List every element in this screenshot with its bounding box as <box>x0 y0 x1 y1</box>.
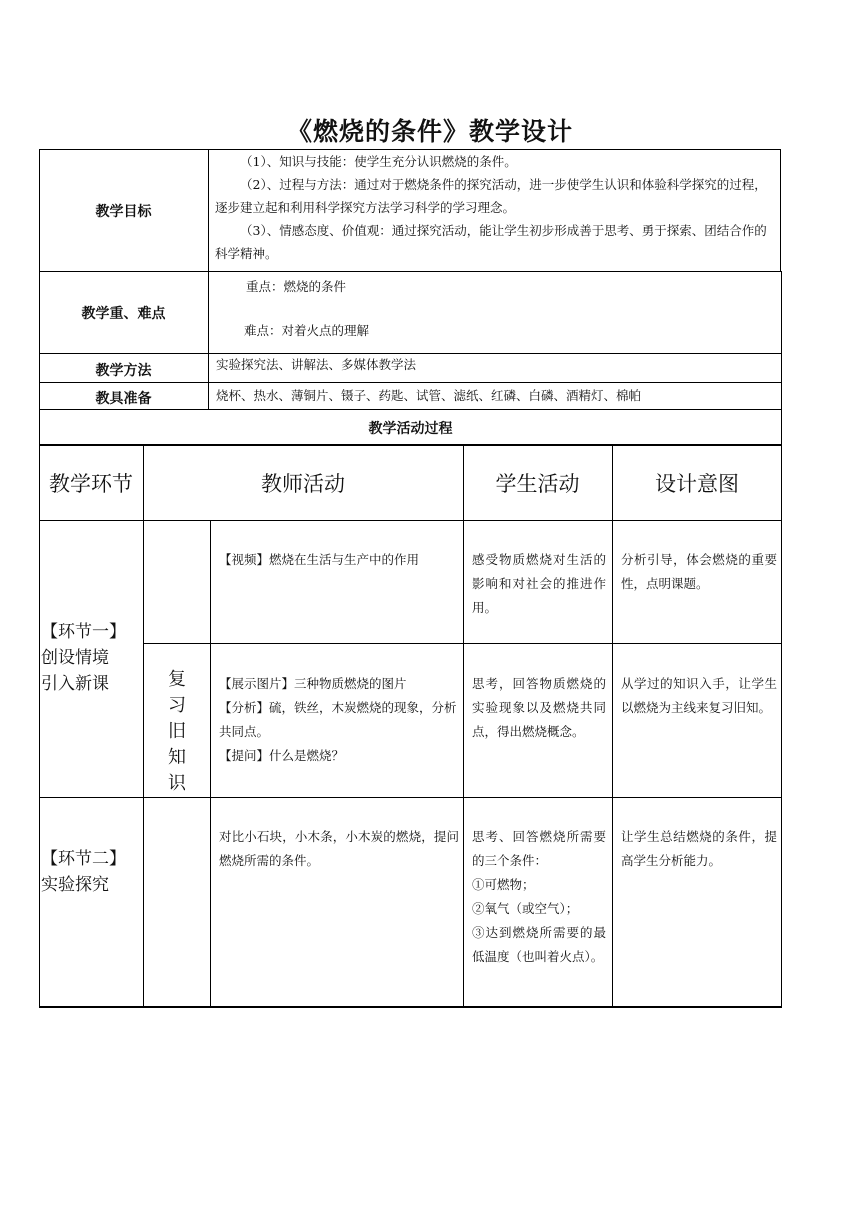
key-point: 重点：燃烧的条件 <box>246 279 347 294</box>
methods-value: 实验探究法、讲解法、多媒体教学法 <box>216 357 417 372</box>
objectives-label: 教学目标 <box>95 203 152 220</box>
objective-1: （1）、知识与技能：使学生充分认识燃烧的条件。 <box>240 154 517 169</box>
tools-label: 教具准备 <box>95 391 152 407</box>
objective-2: （2）、过程与方法：通过对于燃烧条件的探究活动，进一步使学生认识和体验科学探究的过程，逐步建立起和利用科学探究方法学习科学的学习理念。 <box>215 177 767 215</box>
difficulty-point: 难点：对着火点的理解 <box>244 323 370 338</box>
header-teacher: 教师活动 <box>261 472 345 496</box>
stage1-row2-sub: 复 习 旧 知 识 <box>168 669 186 794</box>
key-points-label: 教学重、难点 <box>81 305 166 322</box>
stage1-name <box>41 619 143 697</box>
stage2-student: 思考、回答燃烧所需要的三个条件： ①可燃物； ②氧气（或空气）； ③达到燃烧所需要的最低温度（也叫着火点）。 <box>472 829 606 964</box>
stage1-row1-teacher: 【视频】燃烧在生活与生产中的作用 <box>219 552 420 567</box>
header-intent: 设计意图 <box>655 472 739 496</box>
objective-3: （3）、情感态度、价值观：通过探究活动，能让学生初步形成善于思考、勇于探索、团结合作的科学精神。 <box>215 223 767 261</box>
stage2-teacher: 对比小石块，小木条，小木炭的燃烧，提问燃烧所需的条件。 <box>219 829 459 868</box>
stage2-name-line1: 【环节二】 <box>41 849 126 869</box>
tools-value: 烧杯、热水、薄铜片、镊子、药匙、试管、滤纸、红磷、白磷、酒精灯、棉帕 <box>216 388 642 403</box>
stage2-intent: 让学生总结燃烧的条件，提高学生分析能力。 <box>621 829 777 868</box>
methods-label: 教学方法 <box>95 363 152 379</box>
page-title: 《燃烧的条件》教学设计 <box>286 117 573 146</box>
stage1-row1-student: 感受物质燃烧对生活的影响和对社会的推进作用。 <box>472 552 606 615</box>
stage1-name-line2: 创设情境 <box>41 648 109 668</box>
header-student: 学生活动 <box>495 472 580 496</box>
header-stage: 教学环节 <box>49 472 133 496</box>
objectives-text <box>215 150 775 265</box>
stage2-name-line2: 实验探究 <box>41 875 109 895</box>
process-title: 教学活动过程 <box>368 421 453 437</box>
stage2-name <box>41 846 143 898</box>
stage1-name-line3: 引入新课 <box>41 674 109 694</box>
stage1-row2-student: 思考，回答物质燃烧的实验现象以及燃烧共同点，得出燃烧概念。 <box>472 676 606 739</box>
stage1-name-line1: 【环节一】 <box>41 622 126 642</box>
stage1-row1-intent: 分析引导，体会燃烧的重要性，点明课题。 <box>621 552 777 591</box>
stage1-row2-intent: 从学过的知识入手，让学生以燃烧为主线来复习旧知。 <box>621 676 777 715</box>
stage1-row2-teacher: 【展示图片】三种物质燃烧的图片 【分析】硫，铁丝，木炭燃烧的现象，分析共同点。 【提问】什么是燃烧？ <box>219 676 457 763</box>
